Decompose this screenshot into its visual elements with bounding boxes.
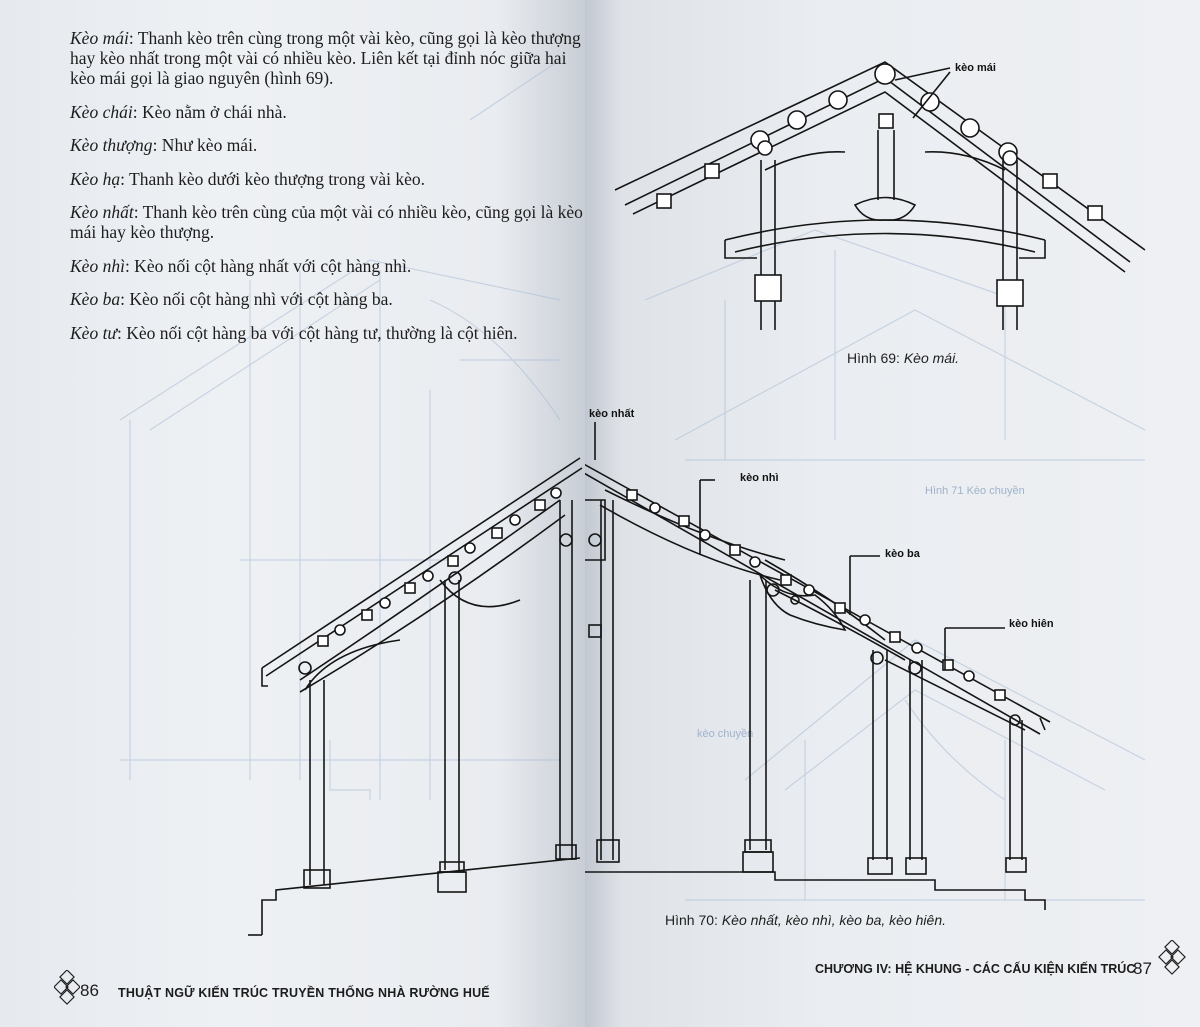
left-page-number: 86 [80,981,99,1000]
figure-70-caption: Hình 70: Kèo nhất, kèo nhì, kèo ba, kèo hiên. [665,912,946,928]
label-keo-mai: kèo mái [955,62,996,74]
definition-keo-tu: Kèo tư: Kèo nối cột hàng ba với cột hàng tư, thường là cột hiên. [70,322,518,343]
right-footer-title: CHƯƠNG IV: HỆ KHUNG - CÁC CẤU KIỆN KIẾN TRÚC [815,962,1136,976]
definition-keo-nhat: Kèo nhất: Thanh kèo trên cùng của một vài có nhiều kèo, cũng gọi là kèo mái hay kèo thượng. [70,202,583,242]
definition-keo-ba: Kèo ba: Kèo nối cột hàng nhì với cột hàng ba. [70,289,393,309]
diamond-ornament-icon-right [1157,940,1187,978]
label-keo-ba: kèo ba [885,548,920,560]
figure-69-caption: Hình 69: Kèo mái. [847,350,960,366]
definition-keo-chai: Kèo chái: Kèo nằm ở chái nhà. [70,101,287,122]
diamond-ornament-icon [54,970,80,1006]
definition-keo-thuong: Kèo thượng: Như kèo mái. [70,135,258,155]
left-footer-title: THUẬT NGỮ KIẾN TRÚC TRUYỀN THỐNG NHÀ RƯỜNG HUẾ [118,986,490,1000]
right-page: Hình 71 Kèo chuyền kèo chuyền kèo mái Hình 69: Kèo mái. kèo nhất kèo nhì kèo ba kèo hiên Hình 70: Kèo nhất, kèo nhì, kèo ba, kèo hiên. CHƯƠNG IV: HỆ KHUNG - CÁC CẤU KIỆN KIẾN TRÚC 87 [585,0,1200,1027]
figure-70-left-drawing [0,0,585,1027]
label-keo-hien: kèo hiên [1009,618,1054,630]
label-keo-nhi: kèo nhì [740,472,779,484]
left-page [0,0,585,1027]
definition-keo-mai: Kèo mái: Thanh kèo trên cùng trong một vài kèo, cũng gọi là kèo thượng hay kèo nhất trong một vài có nhiều kèo. Liên kết tại đỉnh nóc giữa hai kèo mái gọi là giao nguyên (hình 69). [70,28,581,88]
figure-70-right-drawing [585,0,1200,1027]
definition-keo-nhi: Kèo nhì: Kèo nối cột hàng nhất với cột hàng nhì. [70,255,412,276]
definition-keo-ha: Kèo hạ: Thanh kèo dưới kèo thượng trong vài kèo. [70,168,426,189]
right-page-number: 87 [1133,959,1152,978]
label-keo-nhat: kèo nhất [589,408,635,420]
